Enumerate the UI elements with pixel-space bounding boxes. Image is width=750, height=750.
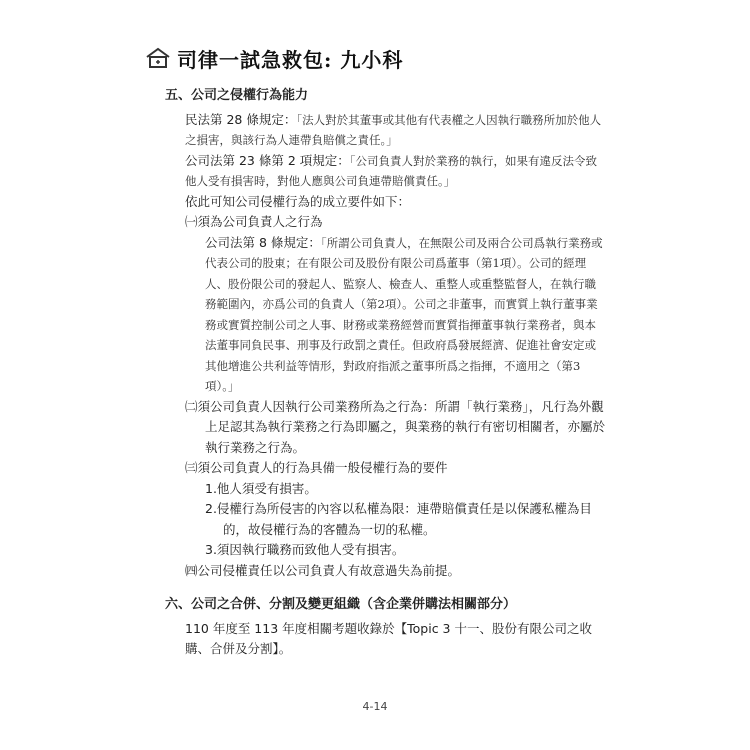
page-number: 4-14 [362, 700, 388, 713]
item3-sub2: 2.侵權行為所侵害的內容以私權為限：連帶賠償責任是以保護私權為目的，故侵權行為的客體為一切的私權。 [205, 501, 592, 537]
civil-code-paragraph: 民法第 28 條規定：「法人對於其董事或其他有代表權之人因執行職務所加於他人之損害，與該行為人連帶負賠償之責任。」 [185, 111, 602, 147]
item1-body: 公司法第 8 條規定：「所謂公司負責人，在無限公司及兩合公司爲執行業務或代表公司的股東；在有限公司及股份有限公司爲董事（第1項）。公司的經理人、股份限公司的發起人、監察人、檢查人、重整人或重整監督人，在執行職務範圍內，亦爲公司的負責人（第2項）。公司之非董事，而實質上執行董事業務或實質控制公司之人事、財務或業務經營而實質指揮董事執行業務者，與本法董事同負民事、刑事及行政罰之責任。但政府爲發展經濟、促進社會安定或其他增進公共利益等情形，對政府指派之董事所爲之指揮，不適用之（第3項）。」 [205, 234, 603, 393]
conclusion-text: 依此可知公司侵權行為的成立要件如下： [185, 193, 411, 209]
item2: ㈡須公司負責人因執行公司業務所為之行為：所謂「執行業務」，凡行為外觀上足認其為執行業務之行為即屬之，與業務的執行有密切相關者，亦屬於執行業務之行為。 [185, 398, 606, 455]
item3-sub3: 3.須因執行職務而致他人受有損害。 [205, 542, 405, 557]
item3-sub1: 1.他人須受有損害。 [205, 480, 317, 496]
house-icon [145, 47, 171, 69]
company-law-paragraph: 公司法第 23 條第 2 項規定：「公司負責人對於業務的執行，如果有違反法令致他人受有損害時，對他人應與公司負連帶賠償責任。」 [185, 152, 598, 188]
main-content [165, 86, 605, 660]
item1-title: ㈠須為公司負責人之行為 [185, 214, 323, 229]
section6-heading: 六、公司之合併、分割及變更組織（含企業併購法相關部分） [165, 597, 517, 612]
item3-title: ㈢須公司負責人的行為具備一般侵權行為的要件 [185, 460, 448, 475]
section6-body: 110 年度至 113 年度相關考題收錄於【Topic 3 十一、股份有限公司之收購、合併及分割】。 [185, 620, 592, 656]
page-header [145, 38, 403, 78]
item4: ㈣公司侵權責任以公司負責人有故意過失為前提。 [185, 562, 461, 578]
header-subtitle: 九小科 [340, 47, 404, 72]
header-title-text: 司律一試急救包 [177, 47, 324, 72]
section5-heading: 五、公司之侵權行為能力 [165, 88, 309, 103]
header-title: 司律一試急救包: 九小科 [177, 47, 404, 72]
